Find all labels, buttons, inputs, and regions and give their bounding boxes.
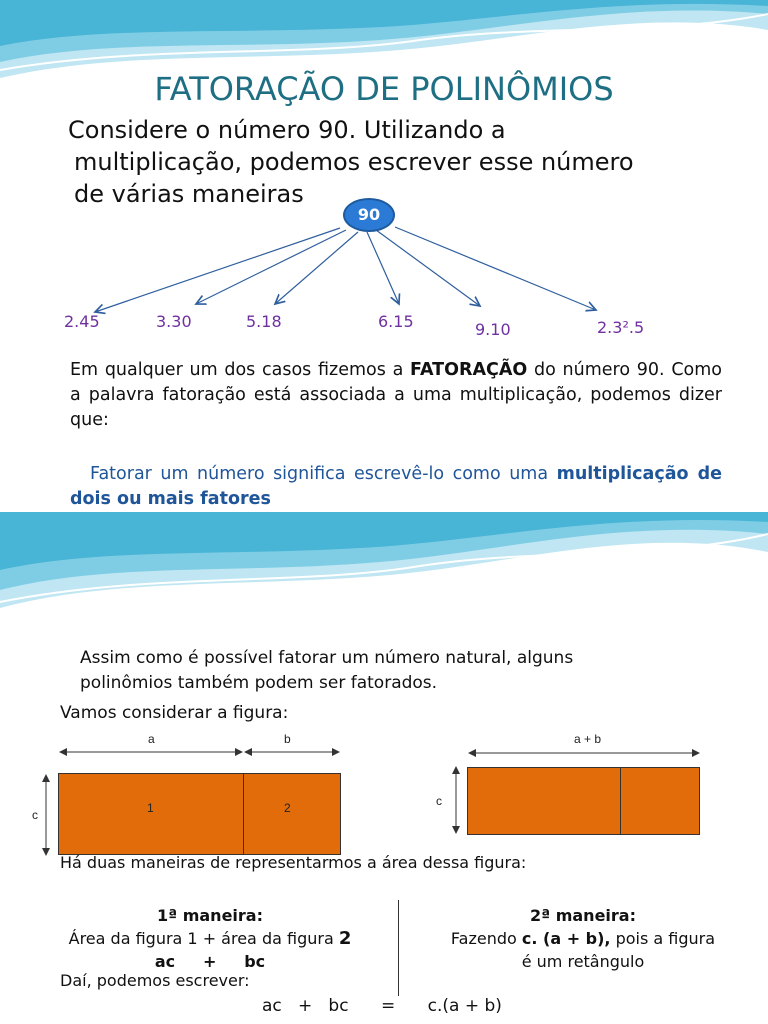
factorization-paragraph: Em qualquer um dos casos fizemos a FATORAÇÃO do número 90. Como a palavra fatoração está associada a uma multiplicação, podemos dizer que: [70, 360, 723, 430]
figure-1 [28, 732, 354, 858]
factorization-item: 9.10 [475, 320, 511, 339]
label-c: c [32, 808, 38, 822]
factorization-item: 5.18 [246, 312, 282, 331]
factorization-item: 3.30 [156, 312, 192, 331]
figure-2 [430, 730, 730, 840]
label-b: b [284, 732, 291, 746]
way-2-line2: é um retângulo [521, 952, 645, 971]
way-2-text: Fazendo c. (a + b), pois a figura [450, 929, 716, 948]
factorization-item: 2.45 [64, 312, 100, 331]
conclusion-text: Daí, podemos escrever: [60, 971, 250, 990]
factorization-item: 6.15 [378, 312, 414, 331]
label-c: c [436, 794, 442, 808]
way-1-text: Área da figura 1 + área da figura 2 [68, 928, 352, 949]
intro-line: Considere o número 90. Utilizando a [68, 116, 506, 144]
way-2 [408, 904, 758, 973]
factor-arrows [0, 0, 768, 360]
label-a-plus-b: a + b [574, 732, 602, 746]
consider-figure-text: Vamos considerar a figura: [60, 703, 289, 723]
rectangle-1 [58, 773, 244, 855]
way-1-expression: ac + bc [154, 952, 266, 971]
factorization-item: 2.3².5 [597, 318, 645, 337]
area-2-label: 2 [284, 801, 291, 815]
way-2-heading: 2ª maneira: [529, 906, 636, 925]
intro-line: de várias maneiras [74, 180, 304, 208]
slide2-intro: Assim como é possível fatorar um número natural, alguns polinômios também podem ser fatorados. [80, 648, 574, 693]
way-1-heading: 1ª maneira: [156, 906, 263, 925]
fatoracao-term: FATORAÇÃO [410, 360, 528, 380]
intro-line: multiplicação, podemos escrever esse número [74, 148, 634, 176]
page-title: FATORAÇÃO DE POLINÔMIOS [154, 70, 614, 108]
figure-2-width-arrow [430, 746, 730, 760]
rectangle-2 [243, 773, 341, 855]
label-a: a [148, 732, 155, 746]
two-ways-text: Há duas maneiras de representarmos a área dessa figura: [60, 853, 527, 872]
slide-2 [0, 512, 768, 1024]
rectangle-left [467, 767, 621, 835]
final-equation: ac + bc = c.(a + b) [262, 996, 502, 1016]
rectangle-right [620, 767, 700, 835]
definition-bold: multiplicação de dois ou mais fatores [70, 464, 722, 509]
figure-2-height-arrow [450, 766, 462, 834]
definition-text: Fatorar um número significa escrevê-lo como uma multiplicação de dois ou mais fatores [70, 464, 722, 509]
way-1 [30, 904, 390, 973]
divider [398, 900, 399, 996]
area-1-label: 1 [147, 801, 154, 815]
header-wave [0, 512, 768, 622]
number-90-node: 90 [343, 198, 395, 232]
figure-1-height-arrow [40, 774, 52, 856]
